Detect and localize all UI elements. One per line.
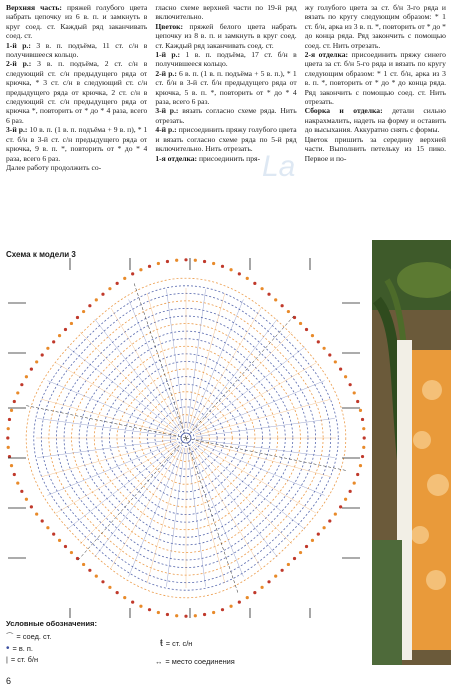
paragraph — [6, 59, 147, 125]
paragraph — [305, 3, 446, 50]
paragraph-text: 3 в. п. подъёма, 2 ст. с/н в следующий ст. с/н предыдущего ряда от крючка, * 3 ст. с/н в следующий ст. с/н предыдущего ряда от крючка, 2 ст. с/н в следующий ст. с/н предыдущего ряда от крючка *, повторить от * до * 4 раза, всего 6 раз. — [6, 59, 148, 125]
paragraph — [155, 69, 296, 107]
photo-strip — [372, 240, 451, 665]
paragraph-text: присоединить пряжу синего цвета за ст. б/н 5-го ряда и вязать по кругу следующим образом: * 1 ст. б/н, арка из 3 в. п. *, повторить от * до * до конца ряда. Ряд закончить с помощью соед. ст. Нить отрезать. — [304, 50, 446, 107]
paragraph-lead: Верхняя часть: — [6, 3, 62, 12]
paragraph — [6, 125, 147, 163]
text-column-1 — [6, 3, 147, 233]
page-number: 6 — [6, 676, 12, 686]
legend-title: Условные обозначения: — [6, 619, 98, 628]
scheme-title: Схема к модели 3 — [6, 250, 76, 259]
legend-item-sl-st: ⌒ = соед. ст. — [6, 632, 52, 641]
paragraph-text: детали сильно накрахмалить, надеть на форму и оставить до высыхания. Аккуратно снять с формы. — [304, 106, 446, 135]
paragraph — [155, 3, 296, 22]
crochet-diagram — [0, 258, 372, 618]
paragraph-lead: 3-й р.: — [155, 106, 179, 116]
paragraph-lead: Сборка и отделка: — [304, 106, 383, 116]
double-arrow-icon: ↔ — [155, 657, 163, 666]
paragraph-text: Далее работу продолжить со- — [6, 162, 102, 172]
paragraph-text: гласно схеме верхней части по 19-й ряд включительно. — [155, 3, 297, 22]
paragraph-text: пряжей голубого цвета набрать цепочку из 6 в. п. и замкнуть в круг соед. ст. Каждый ряд заканчивать соед. ст. — [6, 3, 148, 41]
paragraph-text: 6 в. п. (1 в. п. подъёма + 5 в. п.), * 1 ст. б/н в 3-й ст. б/н предыдущего ряда от крючка, 5 в. п. *, повторить от * до * 4 раза, всего 6 раз. — [155, 68, 297, 107]
legend-item-join: ↔ = место соединения — [155, 657, 235, 666]
paragraph-lead: 2-й р.: — [155, 68, 177, 78]
paragraph-text: 3 в. п. подъёма, 11 ст. с/н в получившееся кольцо. — [6, 40, 148, 60]
legend-item-dc: ŧ = ст. с/н — [160, 638, 193, 649]
paragraph-text: присоединить пряжу голубого цвета и вязать согласно схеме ряда по 5-й ряд включительно. Нить отрезать. — [155, 125, 297, 154]
paragraph-lead: 1-я отделка: — [155, 153, 198, 163]
cross-bar-symbol-icon: ŧ — [160, 638, 163, 649]
paragraph-lead: 1-й р.: — [6, 40, 31, 50]
paragraph-lead: 1-й р.: — [155, 50, 181, 60]
paragraph-text: Цветок пришить за середину верхней части. Выполнить петельку из 15 пико. Первое и по- — [304, 134, 446, 163]
text-column-3 — [305, 3, 446, 233]
dot-symbol-icon: • — [6, 643, 10, 654]
watermark-logo: La — [262, 150, 296, 183]
paragraph-lead: 2-я отделка: — [304, 50, 349, 60]
paragraph — [305, 50, 446, 106]
paragraph — [155, 106, 296, 125]
paragraph-lead: 4-й р.: — [155, 125, 177, 135]
instructions-text — [6, 3, 446, 233]
legend-item-ch: • = в. п. — [6, 643, 33, 654]
paragraph-text: пряжей белого цвета набрать цепочку из 8 в. п. и замкнуть в круг соед. ст. Каждый ряд заканчивать соед. ст. — [155, 21, 297, 50]
paragraph — [305, 106, 446, 134]
arc-symbol-icon: ⌒ — [6, 632, 14, 641]
paragraph — [305, 135, 446, 163]
paragraph-text: жу голубого цвета за ст. б/н 3-го ряда и вязать по кругу следующим образом: * 1 ст. б/н, арка из 3 в. п. *, повторить от * до * до конца ряда. Ряд закончить с помощью соед. ст. Нить отрезать. — [304, 3, 446, 50]
paragraph — [155, 22, 296, 50]
paragraph-lead: Цветок: — [155, 21, 184, 31]
paragraph — [155, 50, 296, 69]
paragraph-text: 10 в. п. (1 в. п. подъёма + 9 в. п), * 1 ст. б/н в 3-й ст. с/н предыдущего ряда от крючка, 9 в. п. *, повторить от * до * 4 раза, всего 6 раз. — [6, 125, 148, 163]
legend-item-sc: | = ст. б/н — [6, 655, 39, 664]
paragraph-lead: 3-й р.: — [6, 125, 28, 135]
paragraph — [6, 3, 147, 41]
bar-symbol-icon: | — [6, 655, 8, 664]
paragraph — [6, 163, 147, 172]
paragraph-lead: 2-й р.: — [6, 59, 32, 69]
paragraph-text: присоединить пря- — [197, 153, 261, 163]
paragraph-text: вязать согласно схеме ряда. Нить отрезать. — [155, 106, 297, 125]
paragraph — [6, 41, 147, 60]
text-column-2 — [155, 3, 296, 233]
paragraph-text: 1 в. п. подъёма, 17 ст. б/н в получившееся кольцо. — [155, 50, 297, 69]
